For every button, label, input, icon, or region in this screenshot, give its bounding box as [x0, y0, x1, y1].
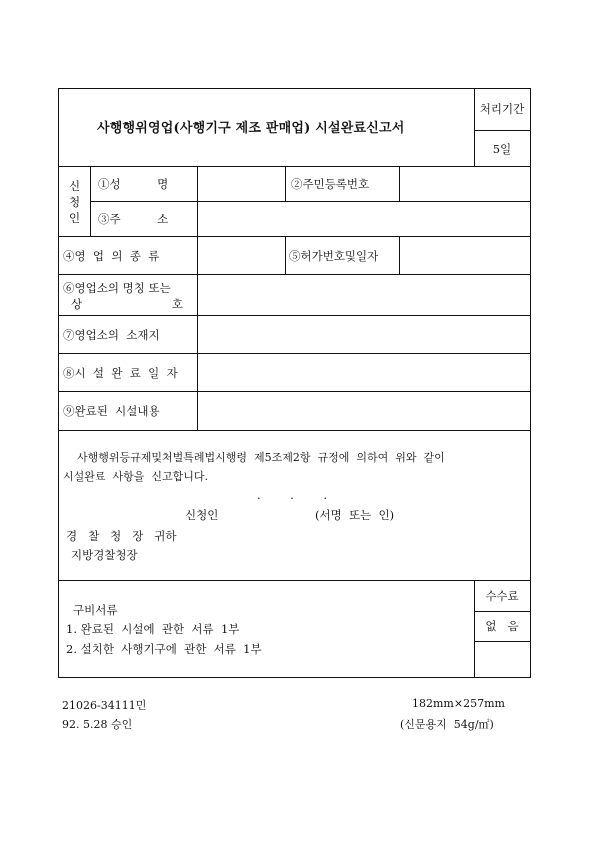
permit-field[interactable] [400, 237, 529, 273]
name-label: ①성 명 [98, 177, 169, 191]
declaration-bottom-line [59, 580, 530, 581]
fee-label-divider [474, 611, 530, 612]
required-document-item: 1. 완료된 시설에 관한 서류 1부 [66, 622, 240, 636]
business-type-field[interactable] [198, 237, 284, 273]
paper-type: (신문용지 54g/㎡) [400, 718, 494, 731]
required-documents-title: 구비서류 [73, 603, 118, 617]
completion-date-label: ⑧시 설 완 료 일 자 [63, 366, 178, 380]
reg-no-label: ②주민등록번호 [291, 177, 370, 191]
location-field[interactable] [198, 316, 529, 352]
period-divider [474, 130, 530, 131]
business-name-label: ⑥영업소의 명칭 또는 [63, 281, 171, 295]
processing-period-value: 5일 [492, 142, 512, 156]
facility-details-field[interactable] [198, 392, 529, 429]
name-field[interactable] [198, 167, 284, 200]
business-type-label: ④영 업 의 종 류 [63, 249, 160, 263]
date-dot-year: . [257, 488, 261, 502]
signature-note: (서명 또는 인) [315, 508, 395, 522]
business-name-label-char: 상 [71, 297, 83, 311]
reg-no-field[interactable] [400, 167, 529, 200]
fee-value-divider [474, 641, 530, 642]
paper-size: 182mm×257mm [412, 697, 505, 710]
declaration-line-2: 시설완료 사항을 신고합니다. [63, 470, 208, 483]
address-field[interactable] [198, 202, 529, 235]
business-name-label-char: 호 [171, 297, 183, 311]
location-label: ⑦영업소의 소재지 [63, 328, 160, 342]
applicant-group-line [90, 166, 91, 236]
applicant-group-char: 청 [68, 195, 81, 209]
fee-label: 수수료 [485, 589, 519, 603]
form-title: 사행행위영업(사행기구 제조 판매업) 시설완료신고서 [97, 121, 405, 136]
business-name-field[interactable] [198, 275, 529, 314]
applicant-sign-label: 신청인 [185, 508, 219, 522]
date-dot-month: . [290, 488, 294, 502]
name-value-line [285, 166, 286, 201]
applicant-group-char: 신 [68, 179, 81, 193]
address-label: ③주 소 [98, 212, 169, 226]
fee-value: 없 음 [485, 619, 519, 633]
approval-date: 92. 5.28 승인 [62, 718, 133, 731]
date-dot-day: . [323, 488, 327, 502]
permit-label: ⑤허가번호및일자 [289, 249, 379, 263]
date-line [257, 490, 327, 502]
completion-date-field[interactable] [198, 354, 529, 390]
required-document-item: 2. 설치한 사행기구에 관한 서류 1부 [66, 642, 262, 656]
recipient-police-chief: 경 찰 청 장 귀하 [66, 529, 177, 543]
declaration-line-1: 사행행위등규제및처벌특례법시행령 제5조제2항 규정에 의하여 위와 같이 [77, 451, 445, 464]
business-type-value-line [285, 236, 286, 274]
facility-details-label: ⑨완료된 시설내용 [63, 404, 160, 418]
form-number: 21026-34111민 [62, 699, 147, 712]
applicant-group-char: 인 [68, 211, 81, 225]
completion-report-form [58, 88, 531, 678]
business-name-label-line2 [71, 299, 183, 311]
processing-period-label: 처리기간 [479, 102, 525, 116]
recipient-regional-chief: 지방경찰청장 [71, 548, 138, 562]
details-bottom-line [59, 430, 530, 431]
applicant-group-label [59, 178, 90, 226]
